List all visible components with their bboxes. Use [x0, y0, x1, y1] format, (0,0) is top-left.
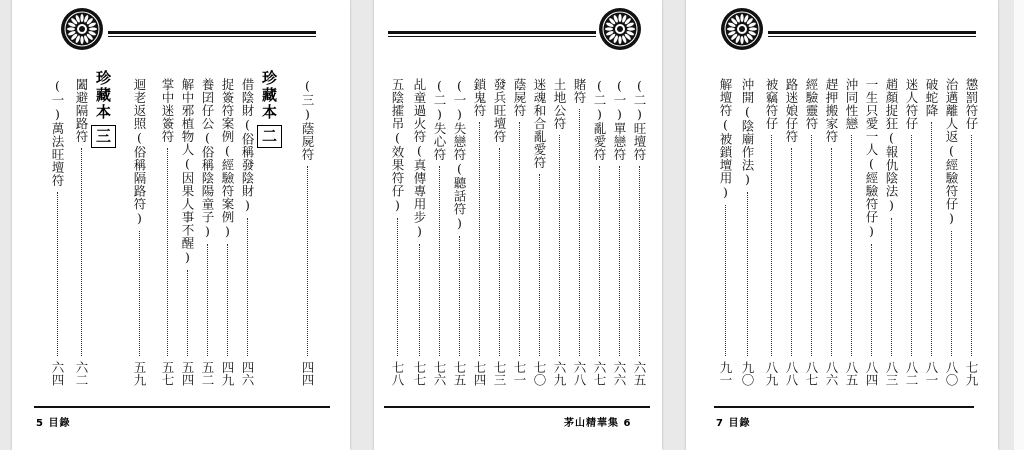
- toc-entry[interactable]: 掌中迷簽符 五七: [160, 78, 175, 386]
- toc-entry[interactable]: 迷人符仔 八二: [904, 78, 919, 386]
- toc-entry[interactable]: 迷魂和合亂愛符 七〇: [532, 78, 547, 386]
- toc-entry[interactable]: 蔭屍符 七一: [512, 78, 527, 386]
- toc-entry[interactable]: (三)蔭屍符 四四: [300, 78, 315, 386]
- header-rule: [108, 31, 316, 34]
- page-folio: 茅山精華集 6: [564, 418, 632, 429]
- toc-entry[interactable]: 賭符 六八: [572, 78, 587, 386]
- page-folio: 5 目錄: [36, 418, 71, 429]
- section-heading: 珍藏本二: [256, 70, 282, 148]
- toc-entry[interactable]: 乩童過火符(真傳專用步) 七七: [412, 78, 427, 386]
- footer-rule: [384, 406, 650, 408]
- toc-entry[interactable]: 捉簽符案例(經驗符案例) 四九: [220, 78, 235, 386]
- toc-entry[interactable]: (一)單戀符 六六: [612, 78, 627, 386]
- footer-rule: [714, 406, 974, 408]
- page-folio: 7 目錄: [716, 418, 751, 429]
- section-heading: 珍藏本三: [90, 70, 116, 148]
- toc-entry[interactable]: 養囝仔公(俗稱陰陽童子) 五二: [200, 78, 215, 386]
- lotus-emblem-icon: [720, 7, 764, 51]
- toc-entry[interactable]: 發兵旺壇符 七三: [492, 78, 507, 386]
- toc-entry[interactable]: 解壇符(被鎖壇用) 九一: [718, 78, 733, 386]
- toc-entry[interactable]: 闔避隔路符 六二: [74, 78, 89, 386]
- toc-page-6: [374, 0, 662, 450]
- toc-entry[interactable]: 沖開(陰廟作法) 九〇: [740, 78, 755, 386]
- toc-entry[interactable]: 土地公符 六九: [552, 78, 567, 386]
- toc-entry[interactable]: 一生只愛一人(經驗符仔) 八四: [864, 78, 879, 386]
- toc-entry[interactable]: (二)失心符 七六: [432, 78, 447, 386]
- toc-entry[interactable]: (二)亂愛符 六七: [592, 78, 607, 386]
- next-page-edge: [1014, 0, 1024, 450]
- toc-entry[interactable]: (二)旺壇符 六五: [632, 78, 647, 386]
- toc-entry[interactable]: 破蛇降 八一: [924, 78, 939, 386]
- toc-page-7: [686, 0, 998, 450]
- toc-entry[interactable]: 迴老返照(俗稱隔路符) 五九: [132, 78, 147, 386]
- toc-entry[interactable]: 治邁離人返(經驗符仔) 八〇: [944, 78, 959, 386]
- toc-entry[interactable]: 沖同性戀 八五: [844, 78, 859, 386]
- header-rule: [768, 31, 976, 34]
- lotus-emblem-icon: [60, 7, 104, 51]
- toc-entry[interactable]: 趕押搬家符 八六: [824, 78, 839, 386]
- toc-entry[interactable]: 借陰財(俗稱發陰財) 四六: [240, 78, 255, 386]
- toc-entry[interactable]: 被竊符仔 八九: [764, 78, 779, 386]
- toc-entry[interactable]: 懲罰符仔 七九: [964, 78, 979, 386]
- toc-entry[interactable]: 五陰攉吊(效果符仔) 七八: [390, 78, 405, 386]
- lotus-emblem-icon: [598, 7, 642, 51]
- toc-entry[interactable]: 鎖鬼符 七四: [472, 78, 487, 386]
- toc-entry[interactable]: (一)萬法旺壇符 六四: [50, 78, 65, 386]
- toc-entry[interactable]: 經驗靈符 八七: [804, 78, 819, 386]
- header-rule: [388, 31, 596, 34]
- toc-entry[interactable]: (一)失戀符(聽話符) 七五: [452, 78, 467, 386]
- toc-entry[interactable]: 路迷娘仔符 八八: [784, 78, 799, 386]
- toc-page-5: [12, 0, 350, 450]
- toc-entry[interactable]: 趙顏捉狂(報仇陰法) 八三: [884, 78, 899, 386]
- toc-entry[interactable]: 解中邪植物人(因果人事不醒) 五四: [180, 78, 195, 386]
- footer-rule: [34, 406, 330, 408]
